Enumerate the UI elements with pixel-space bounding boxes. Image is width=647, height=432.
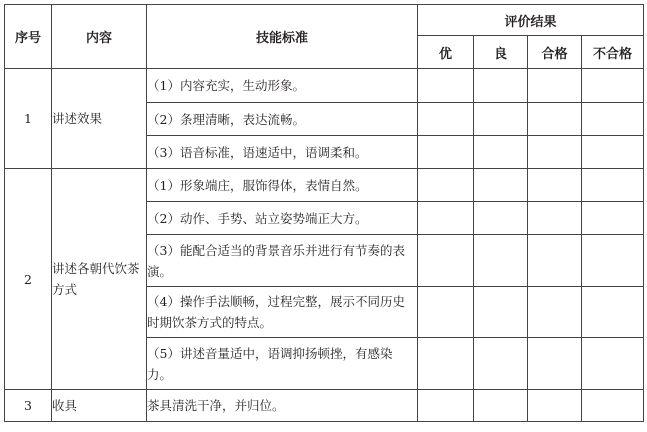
grade-cell[interactable] [528,235,582,287]
header-grade-good: 良 [474,36,528,69]
grade-cell[interactable] [528,169,582,202]
grade-cell[interactable] [528,103,582,136]
grade-cell[interactable] [582,390,644,422]
grade-cell[interactable] [418,103,474,136]
grade-cell[interactable] [474,69,528,103]
content-cell: 讲述各朝代饮茶方式 [52,169,147,390]
grade-cell[interactable] [418,287,474,338]
standard-cell: （2）动作、手势、站立姿势端正大方。 [147,202,418,235]
grade-cell[interactable] [582,136,644,169]
grade-cell[interactable] [474,103,528,136]
grade-cell[interactable] [528,136,582,169]
standard-cell: （2）条理清晰，表达流畅。 [147,103,418,136]
standard-cell: 茶具清洗干净，并归位。 [147,390,418,422]
grade-cell[interactable] [582,103,644,136]
grade-cell[interactable] [582,338,644,390]
table-row [5,69,644,103]
grade-cell[interactable] [474,202,528,235]
header-content: 内容 [52,5,147,69]
content-cell: 收具 [52,390,147,422]
grade-cell[interactable] [474,169,528,202]
grade-cell[interactable] [582,169,644,202]
grade-cell[interactable] [474,136,528,169]
grade-cell[interactable] [474,235,528,287]
header-standard: 技能标准 [147,5,418,69]
row-number: 3 [5,390,52,422]
grade-cell[interactable] [528,69,582,103]
header-grade-excellent: 优 [418,36,474,69]
header-result: 评价结果 [418,5,644,36]
table-row [5,390,644,422]
grade-cell[interactable] [418,390,474,422]
standard-cell: （1）内容充实，生动形象。 [147,69,418,103]
grade-cell[interactable] [418,136,474,169]
grade-cell[interactable] [582,287,644,338]
standard-cell: （3）语音标准，语速适中，语调柔和。 [147,136,418,169]
header-seq: 序号 [5,5,52,69]
grade-cell[interactable] [418,338,474,390]
grade-cell[interactable] [582,202,644,235]
content-cell: 讲述效果 [52,69,147,169]
grade-cell[interactable] [418,69,474,103]
grade-cell[interactable] [528,287,582,338]
standard-cell: （4）操作手法顺畅，过程完整，展示不同历史时期饮茶方式的特点。 [147,287,418,338]
header-grade-fail: 不合格 [582,36,644,69]
grade-cell[interactable] [582,235,644,287]
standard-cell: （5）讲述音量适中，语调抑扬顿挫，有感染力。 [147,338,418,390]
grade-cell[interactable] [474,287,528,338]
standard-cell: （3）能配合适当的背景音乐并进行有节奏的表演。 [147,235,418,287]
grade-cell[interactable] [528,338,582,390]
table-row [5,169,644,202]
grade-cell[interactable] [474,338,528,390]
row-number: 2 [5,169,52,390]
standard-cell: （1）形象端庄，服饰得体，表情自然。 [147,169,418,202]
grade-cell[interactable] [528,202,582,235]
header-grade-pass: 合格 [528,36,582,69]
grade-cell[interactable] [582,69,644,103]
grade-cell[interactable] [474,390,528,422]
grade-cell[interactable] [418,202,474,235]
evaluation-table [4,4,644,422]
grade-cell[interactable] [418,235,474,287]
row-number: 1 [5,69,52,169]
grade-cell[interactable] [418,169,474,202]
grade-cell[interactable] [528,390,582,422]
